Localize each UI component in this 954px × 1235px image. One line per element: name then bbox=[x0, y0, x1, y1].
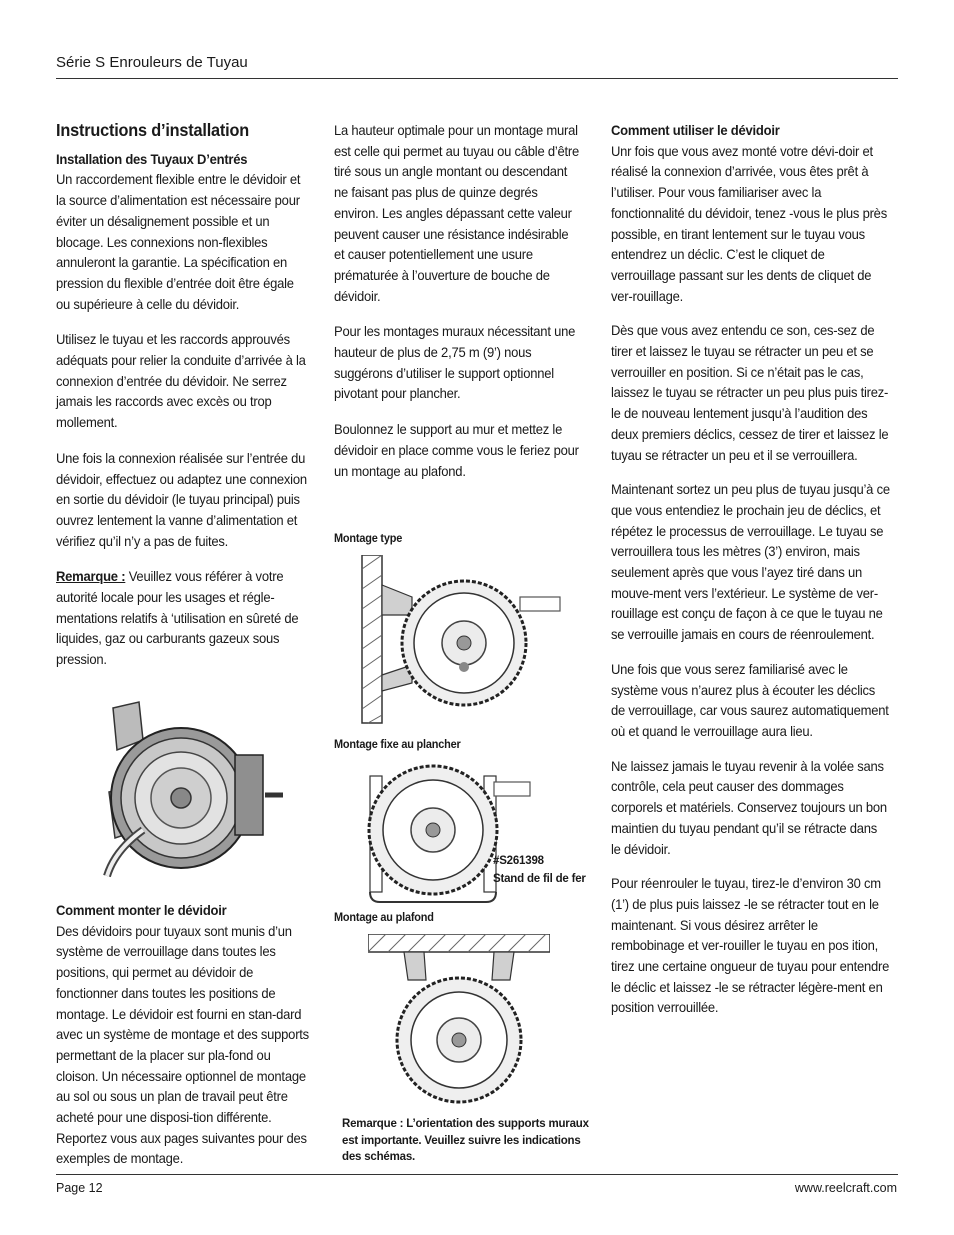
paragraph-use-4: Une fois que vous serez familiarisé avec le système vous n’aurez plus à écouter les déclics de verrouillage, car vous saurez automatiquement où et quand le verrouillage aura lieu. bbox=[611, 660, 889, 739]
column-2 bbox=[334, 120, 580, 481]
subtitle-mount: Comment monter le dévidoir bbox=[56, 902, 227, 918]
figure-label-wall: Montage type bbox=[334, 533, 403, 545]
remark-paragraph bbox=[56, 566, 311, 670]
footer-rule bbox=[56, 1174, 898, 1175]
paragraph-inlet-1: Un raccordement flexible entre le dévidoir et la source d’alimentation est nécessaire pour éviter un désalignement possible et un blocage. Les connexions non-flexibles annuleront la garantie. La spécification en pression du flexible d’entrée doit être égale ou supérieure à celle du dévidoir. bbox=[56, 171, 301, 312]
paragraph-use-6: Pour réenrouler le tuyau, tirez-le d’environ 30 cm (1’) de plus puis laissez -le se rétracter tout en le maintenant. Si vous désirez arrêter le rembobinage et ver-rouiller le tuyau en pos ition, tirez une certaine ongueur de tuyau pour entendre le déclic et laissez -le se rétracter légère-ment en position verrouillée. bbox=[611, 875, 890, 1016]
column-1 bbox=[56, 120, 311, 670]
paragraph-height: La hauteur optimale pour un montage mural est celle qui permet au tuyau ou câble d’être tiré sous un angle montant ou descendant ne faisant pas plus de quinze degrés environ. Les angles dépassant cette valeur peuvent causer une résistance indésirable et causer potentiellement une usure prématurée à l’ouverture de bouche de dévidoir. bbox=[334, 122, 580, 304]
part-number: #S261398 bbox=[493, 855, 544, 867]
footer-url: www.reelcraft.com bbox=[794, 1181, 897, 1195]
remark-label: Remarque : bbox=[56, 568, 126, 585]
column-3 bbox=[611, 120, 890, 1018]
subtitle-use: Comment utiliser le dévidoir bbox=[611, 122, 780, 138]
paragraph-use-5: Ne laissez jamais le tuyau revenir à la volée sans contrôle, cela peut causer des dommages corporels et matériels. Conservez toujours un bon maintien du tuyau pendant qu’il se rétracte dans le dévidoir. bbox=[611, 757, 887, 857]
figure-label-ceiling: Montage au plafond bbox=[334, 912, 434, 924]
paragraph-inlet-3: Une fois la connexion réalisée sur l’entrée du dévidoir, effectuez ou adaptez une connexion en sortie du dévidoir (le tuyau principal) puis ouvrez lentement la vanne d’alimentation et vérifiez qu’il n’y a pas de fuites. bbox=[56, 449, 307, 549]
figure-label-floor: Montage fixe au plancher bbox=[334, 739, 461, 751]
hose-reel-illustration bbox=[95, 700, 285, 878]
paragraph-use-1: Unr fois que vous avez monté votre dévi-doir et réalisé la connexion d’arrivée, vous êtes prêt à l’utiliser. Pour vous familiariser avec la fonctionnalité du dévidoir, tenez -vous le plus près possible, en tirant lentement sur le tuyau vous entendrez un déclic. C’est le cliquet de verrouillage passant sur les dents de cliquet de ver-rouillage. bbox=[611, 142, 887, 304]
paragraph-use-2: Dès que vous avez entendu ce son, ces-sez de tirer et laissez le tuyau se rétracter un peu et se verrouiller en position. Si ce n’était pas le cas, laissez le tuyau se rétracter un peu plus puis tirez-le de nouveau lentement jusqu’à l’audition des deux premiers déclics, cessez de tirer et laissez le tuyau se rétracter un peu et il se verrouillera. bbox=[611, 322, 889, 463]
orientation-note: Remarque : L’orientation des supports muraux est importante. Veuillez suivre les indications des schémas. bbox=[342, 1118, 589, 1163]
paragraph-inlet-2: Utilisez le tuyau et les raccords approuvés adéquats pour relier la conduite d’arrivée à la connexion d’entrée du dévidoir. Ne serrez jamais les raccords avec excès ou trop mollement. bbox=[56, 331, 306, 431]
subtitle-inlet: Installation des Tuyaux D’entrés bbox=[56, 150, 248, 167]
paragraph-wall-height: Pour les montages muraux nécessitant une hauteur de plus de 2,75 m (9’) nous suggérons d’utiliser le support optionnel pivotant pour plancher. bbox=[334, 323, 576, 402]
part-name: Stand de fil de fer bbox=[493, 873, 586, 885]
column-1-mounting bbox=[56, 900, 311, 1169]
paragraph-use-3: Maintenant sortez un peu plus de tuyau jusqu’à ce que vous entendiez le prochain jeu de déclics, et répétez le processus de verrouillage. Le tuyau se verrouillera tous les mètres (3’) environ, mais seulement après que vous l’ayez tiré dans un mouve-ment vers l’extérieur. Le système de ver-rouillage est conçu de façon à ce que le tuyau ne se verrouille jamais en cours de réenroulement. bbox=[611, 481, 890, 643]
section-title: Instructions d’installation bbox=[56, 120, 250, 140]
wall-mount-illustration bbox=[360, 555, 562, 725]
ceiling-mount-illustration bbox=[368, 934, 550, 1106]
remark-text: Veuillez vous référer à votre autorité locale pour les usages et régle-mentations relatifs à ‘utilisation en sûreté de liquides, gaz ou carburants gazeux sous pression. bbox=[56, 568, 299, 668]
page-number: Page 12 bbox=[56, 1181, 103, 1195]
document-header-title: Série S Enrouleurs de Tuyau bbox=[56, 54, 248, 71]
paragraph-mount: Des dévidoirs pour tuyaux sont munis d’un système de verrouillage dans toutes les positions, qui permet au dévidoir de fonctionner dans toutes les positions de montage. Le dévidoir est fourni en stan-dard avec un système de montage et des supports permettant de la placer sur pla-fond ou cloison. Un nécessaire optionnel de montage au sol ou sous un plan de travail peut être acheté pour une disposi-tion différente. Reportez vous aux pages suivantes pour des exemples de montage. bbox=[56, 922, 309, 1167]
header-rule bbox=[56, 78, 898, 79]
floor-mount-illustration bbox=[366, 760, 532, 910]
paragraph-bolt: Boulonnez le support au mur et mettez le dévidoir en place comme vous le feriez pour un montage au plafond. bbox=[334, 421, 579, 479]
